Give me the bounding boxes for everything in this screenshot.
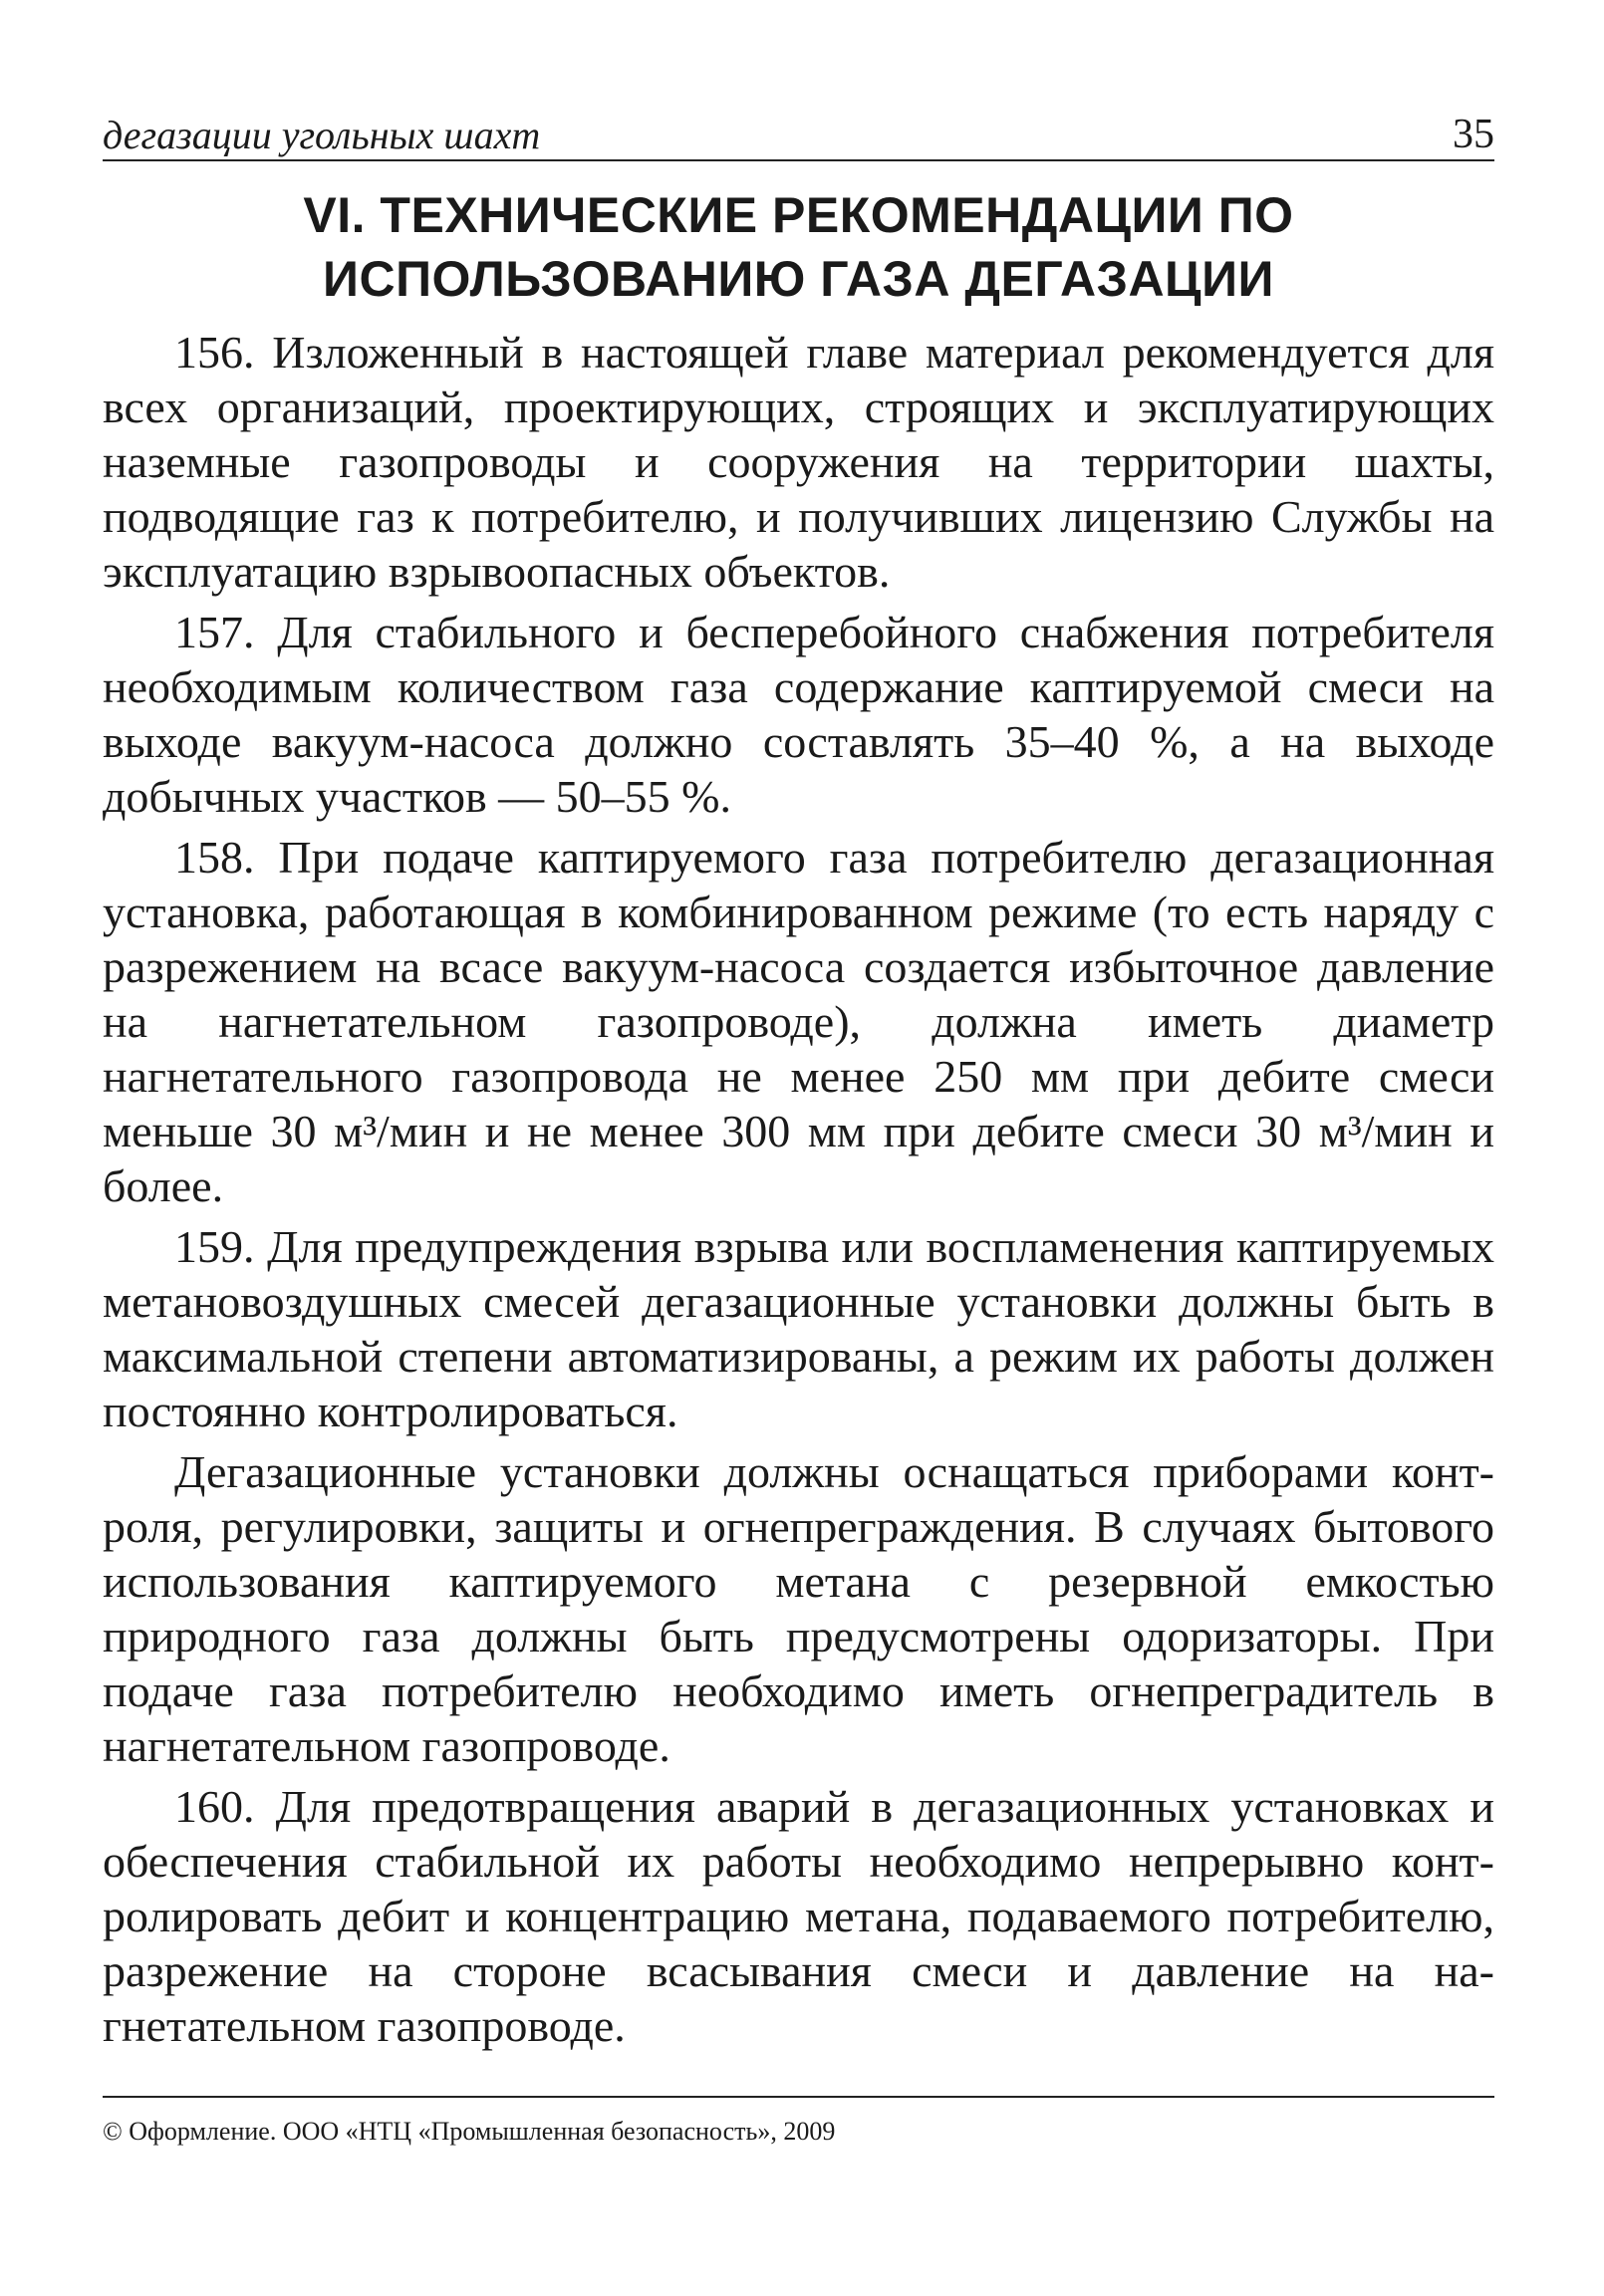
paragraph-157: 157. Для стабильного и бесперебойного снабжения потребителя необходимым количеством газа содержание каптируемой смеси на выходе вакуум-насоса должно составлять 35–40 %, а на выходе добычных участков — 50–55 %. [103, 607, 1494, 822]
chapter-heading-line-2: ИСПОЛЬЗОВАНИЮ ГАЗА ДЕГАЗАЦИИ [323, 251, 1274, 307]
running-title: дегазации угольных шахт [103, 113, 541, 157]
paragraph-159-continued: Дегазационные установки должны оснащаться приборами контроля, регулировки, защиты и огнепреграждения. В случаях бытового использования каптируемого метана с резервной емкостью природного газа должны быть предусмотрены одоризаторы. При подаче газа потребителю необходимо иметь огнепреградитель в нагнетательном газопроводе. [103, 1446, 1494, 1771]
body-text [103, 325, 1494, 2059]
paragraph-159: 159. Для предупреждения взрыва или воспламенения каптируемых метановоздушных смесей дегазационные установки должны быть в максимальной степени автоматизированы, а режим их работы должен постоянно контролироваться. [103, 1221, 1494, 1436]
chapter-heading [103, 183, 1494, 311]
running-head [103, 108, 1494, 161]
footer-copyright: © Оформление. ООО «НТЦ «Промышленная безопасность», 2009 [103, 2096, 1494, 2147]
paragraph-160: 160. Для предотвращения аварий в дегазационных установках и обеспечения стабильной их работы необходимо непрерывно контролировать дебит и концентрацию метана, подаваемого потребителю, разрежение на стороне всасывания смеси и давление на нагнетательном газопроводе. [103, 1781, 1494, 2051]
chapter-heading-line-1: VI. ТЕХНИЧЕСКИЕ РЕКОМЕНДАЦИИ ПО [303, 187, 1294, 243]
page-number: 35 [1453, 112, 1494, 157]
paragraph-156: 156. Изложенный в настоящей главе материал рекомендуется для всех организаций, проектирующих, строящих и эксплуатирующих наземные газопроводы и сооружения на территории шахты, подводящие газ к потребителю, и получивших лицензию Службы на эксплуатацию взрывоопасных объектов. [103, 327, 1494, 597]
paragraph-158: 158. При подаче каптируемого газа потребителю дегазационная установка, работающая в комбинированном режиме (то есть наряду с разрежением на всасе вакуум-насоса создается избыточное давление на нагнетательном газопроводе), должна иметь диаметр нагнетательного газопровода не менее 250 мм при дебите смеси меньше 30 м³/мин и не менее 300 мм при дебите смеси 30 м³/мин и более. [103, 832, 1494, 1211]
